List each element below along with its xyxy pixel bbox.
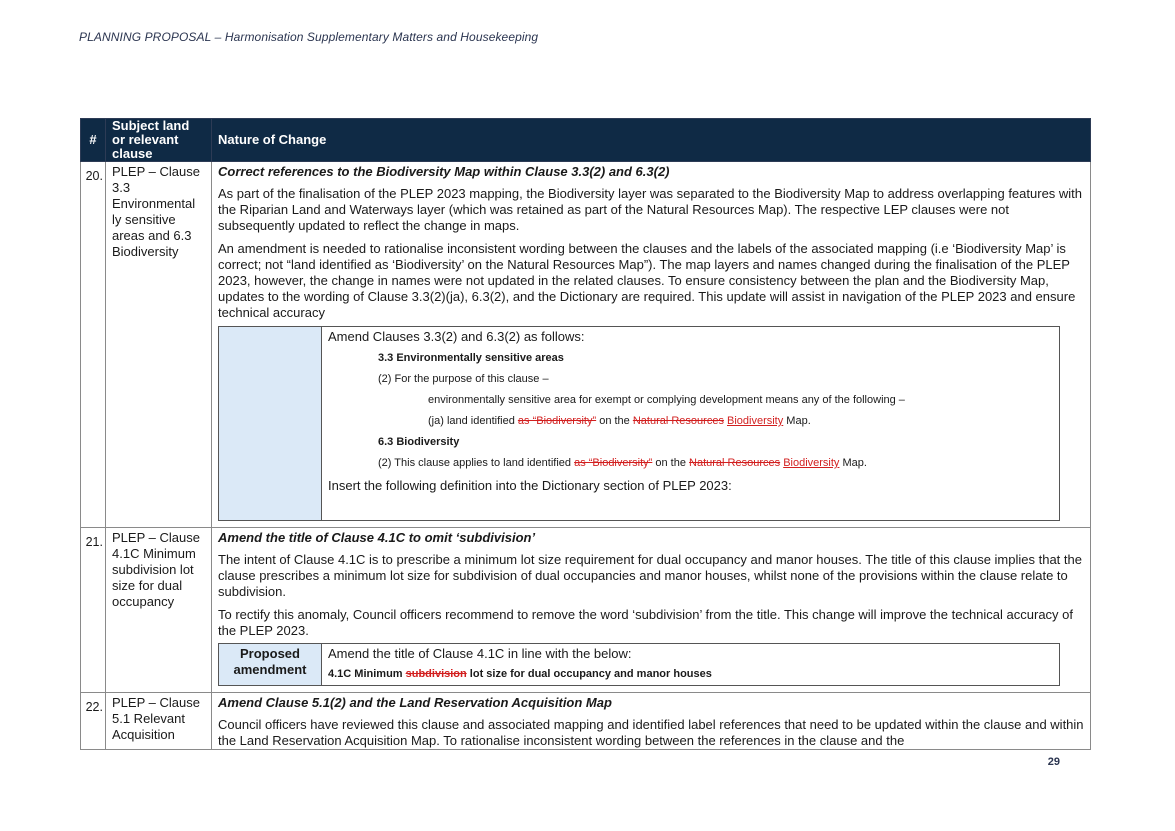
clause-line: (ja) land identified as “Biodiversity” on the Natural Resources Biodiversity Map. bbox=[428, 415, 811, 427]
clause-heading: 6.3 Biodiversity bbox=[378, 436, 460, 448]
change-paragraph: As part of the finalisation of the PLEP 2023 mapping, the Biodiversity layer was separated to the Biodiversity Map to address overlapping features with the Riparian Land and Waterways layer (which was retained as part of the Natural Resources Map). The respective LEP clauses were not subsequently updated to reflect the change in maps. bbox=[218, 186, 1083, 233]
amendment-intro: Amend Clauses 3.3(2) and 6.3(2) as follows: bbox=[328, 329, 585, 344]
clause-line: (2) For the purpose of this clause – bbox=[378, 373, 549, 385]
amendment-box bbox=[218, 643, 1060, 686]
clause-line: 4.1C Minimum subdivision lot size for dual occupancy and manor houses bbox=[328, 668, 712, 680]
changes-table bbox=[80, 118, 1091, 750]
change-title: Correct references to the Biodiversity Map within Clause 3.3(2) and 6.3(2) bbox=[218, 164, 670, 179]
change-paragraph: Council officers have reviewed this clause and associated mapping and identified label references that need to be updated within the clause and within the Land Reservation Acquisition Map. To rationalise inconsistent wording between the references in the clause and the bbox=[218, 717, 1084, 748]
change-paragraph: An amendment is needed to rationalise inconsistent wording between the clauses and the labels of the associated mapping (i.e ‘Biodiversity Map’ is correct; not “land identified as ‘Biodiversity’ on the Natural Resources Map”). The map layers and names changed during the finalisation of the PLEP 2023, however, the change in names were not updated in the related clauses. To ensure consistency between the plan and the Biodiversity Map, updates to the wording of Clause 3.3(2)(ja), 6.3(2), and the Dictionary are required. This update will assist in navigation of the PLEP 2023 and ensure technical accuracy bbox=[218, 241, 1076, 320]
row-change bbox=[212, 162, 1091, 528]
amendment-outro: Insert the following definition into the Dictionary section of PLEP 2023: bbox=[328, 478, 732, 493]
header-num: # bbox=[81, 119, 106, 162]
deleted-text: as “Biodiversity” bbox=[517, 415, 597, 427]
deleted-text: Natural Resources bbox=[689, 457, 781, 469]
change-title: Amend the title of Clause 4.1C to omit ‘subdivision’ bbox=[218, 530, 536, 545]
document-header: PLANNING PROPOSAL – Harmonisation Supplementary Matters and Housekeeping bbox=[79, 30, 539, 44]
amendment-intro: Amend the title of Clause 4.1C in line with the below: bbox=[328, 646, 632, 661]
inserted-text: Biodiversity bbox=[727, 415, 784, 427]
amendment-box bbox=[218, 326, 1060, 521]
clause-heading: 3.3 Environmentally sensitive areas bbox=[378, 352, 564, 364]
table-row bbox=[81, 528, 1091, 693]
change-paragraph: The intent of Clause 4.1C is to prescribe a minimum lot size requirement for dual occupancy and manor houses. The title of this clause implies that the clause prescribes a minimum lot size for subdivision of dual occupancies and manor houses, whilst none of the provisions within the clause relate to subdivision. bbox=[218, 552, 1082, 599]
amendment-content bbox=[322, 644, 1060, 686]
row-number: 20. bbox=[81, 162, 106, 528]
row-change bbox=[212, 528, 1091, 693]
amendment-label bbox=[219, 327, 322, 521]
page-number: 29 bbox=[1047, 756, 1060, 768]
clause-line: environmentally sensitive area for exempt or complying development means any of the following – bbox=[428, 394, 905, 406]
deleted-text: as “Biodiversity” bbox=[574, 457, 653, 469]
row-subject: PLEP – Clause 3.3 Environmental ly sensitive areas and 6.3 Biodiversity bbox=[106, 162, 212, 528]
change-paragraph: To rectify this anomaly, Council officers recommend to remove the word ‘subdivision’ from the title. This change will improve the technical accuracy of the PLEP 2023. bbox=[218, 607, 1073, 638]
row-number: 22. bbox=[81, 693, 106, 750]
header-subject: Subject land or relevant clause bbox=[106, 119, 212, 162]
table-row bbox=[81, 162, 1091, 528]
row-number: 21. bbox=[81, 528, 106, 693]
amendment-label: Proposed amendment bbox=[219, 644, 322, 686]
row-change bbox=[212, 693, 1091, 750]
table-header-row bbox=[81, 119, 1091, 162]
clause-line: (2) This clause applies to land identified as “Biodiversity” on the Natural Resources Biodiversity Map. bbox=[378, 457, 867, 469]
inserted-text: Biodiversity bbox=[783, 457, 840, 469]
table-row bbox=[81, 693, 1091, 750]
header-change: Nature of Change bbox=[212, 119, 1091, 162]
row-subject: PLEP – Clause 5.1 Relevant Acquisition bbox=[106, 693, 212, 750]
change-title: Amend Clause 5.1(2) and the Land Reservation Acquisition Map bbox=[218, 695, 612, 710]
deleted-text: Natural Resources bbox=[632, 415, 724, 427]
deleted-text: subdivision bbox=[405, 668, 467, 680]
amendment-content bbox=[322, 327, 1060, 521]
row-subject: PLEP – Clause 4.1C Minimum subdivision lot size for dual occupancy bbox=[106, 528, 212, 693]
